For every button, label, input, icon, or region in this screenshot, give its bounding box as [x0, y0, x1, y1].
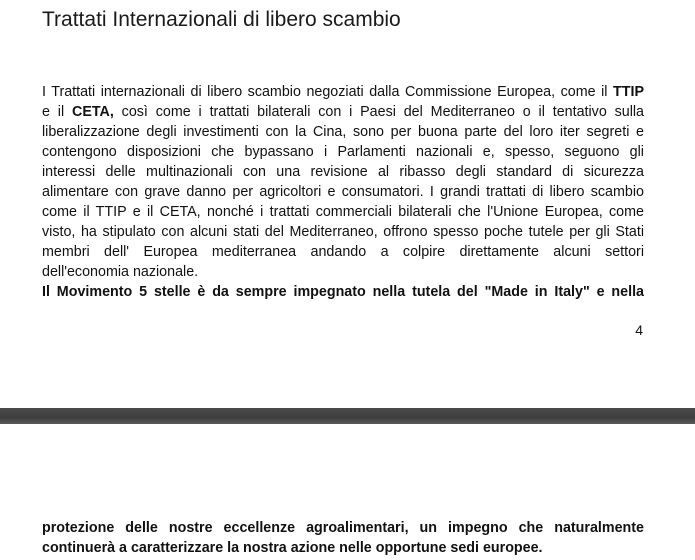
paragraph-line: interessi delle multinazionali con una revisione al ribasso degli standard di sicurezza	[42, 164, 644, 180]
paragraph-line: I Trattati internazionali di libero scambio negoziati dalla Commissione Europea, come il TTIP	[42, 84, 644, 100]
ttip-bold: TTIP	[613, 84, 644, 100]
paragraph-line: dell'economia nazionale.	[42, 264, 199, 280]
paragraph-line: membri dell' Europea mediterranea andando a colpire direttamente alcuni settori	[42, 244, 644, 260]
ceta-bold: CETA,	[72, 104, 114, 120]
paragraph-line: contengono disposizioni che bypassano i Parlamenti nazionali e, spesso, seguono gli	[42, 144, 644, 160]
paragraph-line: alimentare con grave danno per agricoltori e consumatori. I grandi trattati di libero scambio	[42, 184, 644, 200]
body-paragraph	[42, 82, 644, 302]
paragraph-line: e il CETA, così come i trattati bilaterali con i Paesi del Mediterraneo o il tentativo sulla	[42, 104, 644, 120]
continuation-line: continuerà a caratterizzare la nostra azione nelle opportune sedi europee.	[42, 540, 543, 556]
page-separator	[0, 408, 695, 424]
paragraph-line: visto, ha stipulato con alcuni stati del Mediterraneo, offrono spesso poche tutele per gli Stati	[42, 224, 644, 240]
paragraph-line: liberalizzazione degli investimenti con la Cina, sono per buona parte del loro iter segreti e	[42, 124, 644, 140]
document-page-lower	[0, 424, 695, 560]
continuation-line: protezione delle nostre eccellenze agroalimentari, un impegno che naturalmente	[42, 520, 644, 536]
page-number: 4	[635, 322, 643, 338]
document-heading: Trattati Internazionali di libero scambio	[42, 8, 401, 31]
continuation-paragraph	[42, 518, 644, 558]
bold-statement-line: Il Movimento 5 stelle è da sempre impegnato nella tutela del "Made in Italy" e nella	[42, 284, 644, 300]
paragraph-line: come il TTIP e il CETA, nonché i trattati commerciali bilaterali che l'Unione Europea, come	[42, 204, 644, 220]
